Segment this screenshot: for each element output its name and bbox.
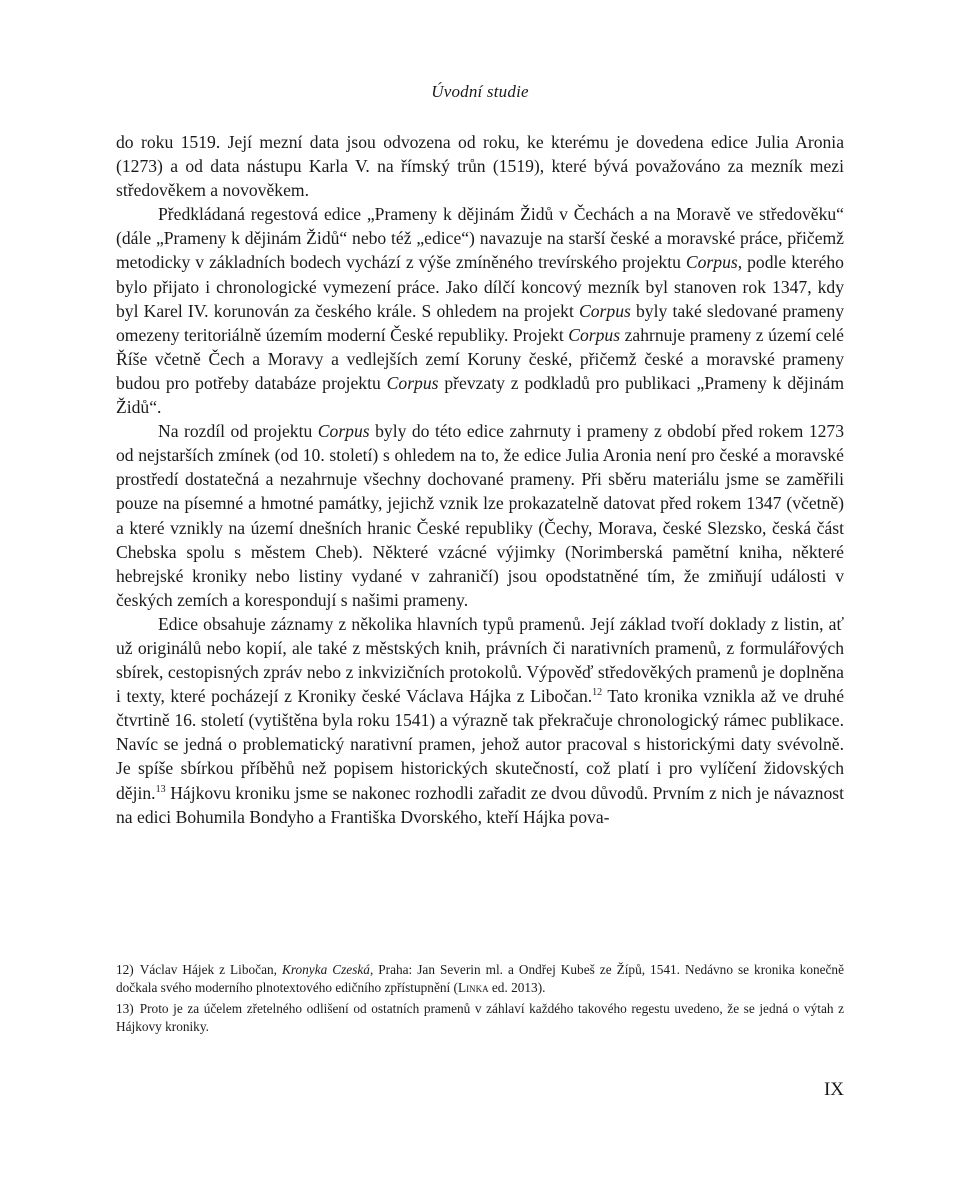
paragraph-3: Na rozdíl od projektu Corpus byly do této edice zahrnuty i prameny z období před rokem 1273 od nejstarších zmínek (od 10. století) s ohledem na to, že edice Julia Aronia není pro české a moravské prostředí dostatečná a nezahrnuje všechny dochované prameny. Při sběru materiálu jsme se zaměřili pouze na písemné a hmotné památky, jejichž vznik lze prokazatelně datovat před rokem 1347 (včetně) a které vznikly na území dnešních hranic České republiky (Čechy, Morava, české Slezsko, česká část Chebska spolu s městem Cheb). Některé vzácné výjimky (Norimberská pamětní kniha, některé hebrejské kroniky nebo listiny vydané v zahraničí) jsou opodstatněné tím, že zmiňují události v českých zemích a korespondují s našimi prameny. <box>116 421 845 610</box>
emphasis-corpus: Corpus <box>685 252 738 273</box>
main-text <box>116 130 844 829</box>
footnote-13: 13) Proto je za účelem zřetelného odlišení od ostatních pramenů v záhlaví každého takového regestu uvedeno, že se jedná o výtah z Hájkovy kroniky. <box>116 1001 844 1034</box>
footnote-number: 12) <box>116 962 134 977</box>
paragraph-2: Předkládaná regestová edice „Prameny k dějinám Židů v Čechách a na Moravě ve středověku“ (dále „Prameny k dějinám Židů“ nebo též „edice“) navazuje na starší české a moravské práce, přičemž metodicky v základních bodech vychází z výše zmíněného trevírského projektu Corpus, podle kterého bylo přijato i chronologické vymezení práce. Jako dílčí koncový mezník byl stanoven rok 1347, kdy byl Karel IV. korunován za českého krále. S ohledem na projekt Corpus byly také sledované prameny omezeny teritoriálně územím moderní České republiky. Projekt Corpus zahrnuje prameny z území celé Říše včetně Čech a Moravy a vedlejších zemí Koruny české, přičemž české a moravské prameny budou pro potřeby databáze projektu Corpus převzaty z podkladů pro publikaci „Prameny k dějinám Židů“. <box>116 204 845 418</box>
emphasis-corpus: Corpus <box>568 324 621 345</box>
author-name: Linka <box>457 979 489 995</box>
emphasis-corpus: Corpus <box>579 300 631 321</box>
paragraph-4: Edice obsahuje záznamy z několika hlavních typů pramenů. Její základ tvoří doklady z listin, ať už originálů nebo kopií, ale také z městských knih, právních či narativních pramenů, z formulářových sbírek, cestopisných zpráv nebo z inkvizičních protokolů. Výpověď středověkých pramenů je doplněna i texty, které pocházejí z Kroniky české Václava Hájka z Libočan.$^{12}$ Tato kronika vznikla až ve druhé čtvrtině 16. století (vytištěna byla roku 1541) a výrazně tak překračuje chronologický rámec publikace. Navíc se jedná o problematický narativní pramen, jehož autor pracoval s historickými daty svévolně. Je spíše sbírkou příběhů než popisem historických skutečností, což platí i pro vylíčení židovských dějin.$^{13}$ Hájkovu kroniku jsme se nakonec rozhodli zařadit ze dvou důvodů. Prvním z nich je návaznost na edici Bohumila Bondyho a Františka Dvorského, kteří Hájka pova- <box>116 613 845 827</box>
running-head: Úvodní studie <box>431 82 529 101</box>
footnote-12: 12) Václav Hájek z Libočan, Kronyka Czeská, Praha: Jan Severin ml. a Ondřej Kubeš ze Žípů, 1541. Nedávno se kronika konečně dočkala svého moderního plnotextového edičního zpřístupnění (Linka ed. 2013). <box>116 962 844 995</box>
work-title: Kronyka Czeská <box>281 962 370 977</box>
footnotes <box>116 961 844 1039</box>
emphasis-corpus: Corpus <box>386 372 439 393</box>
footnote-number: 13) <box>116 1001 134 1017</box>
footnote-ref[interactable]: 13 <box>155 783 166 795</box>
footnote-ref[interactable]: 12 <box>592 687 603 699</box>
page-number: IX <box>823 1079 844 1100</box>
emphasis-corpus: Corpus <box>317 421 370 442</box>
paragraph-1: do roku 1519. Její mezní data jsou odvozena od roku, ke kterému je dovedena edice Julia Aronia (1273) a od data nástupu Karla V. na římský trůn (1519), které bývá považováno za mezník mezi středověkem a novověkem. <box>116 132 844 201</box>
